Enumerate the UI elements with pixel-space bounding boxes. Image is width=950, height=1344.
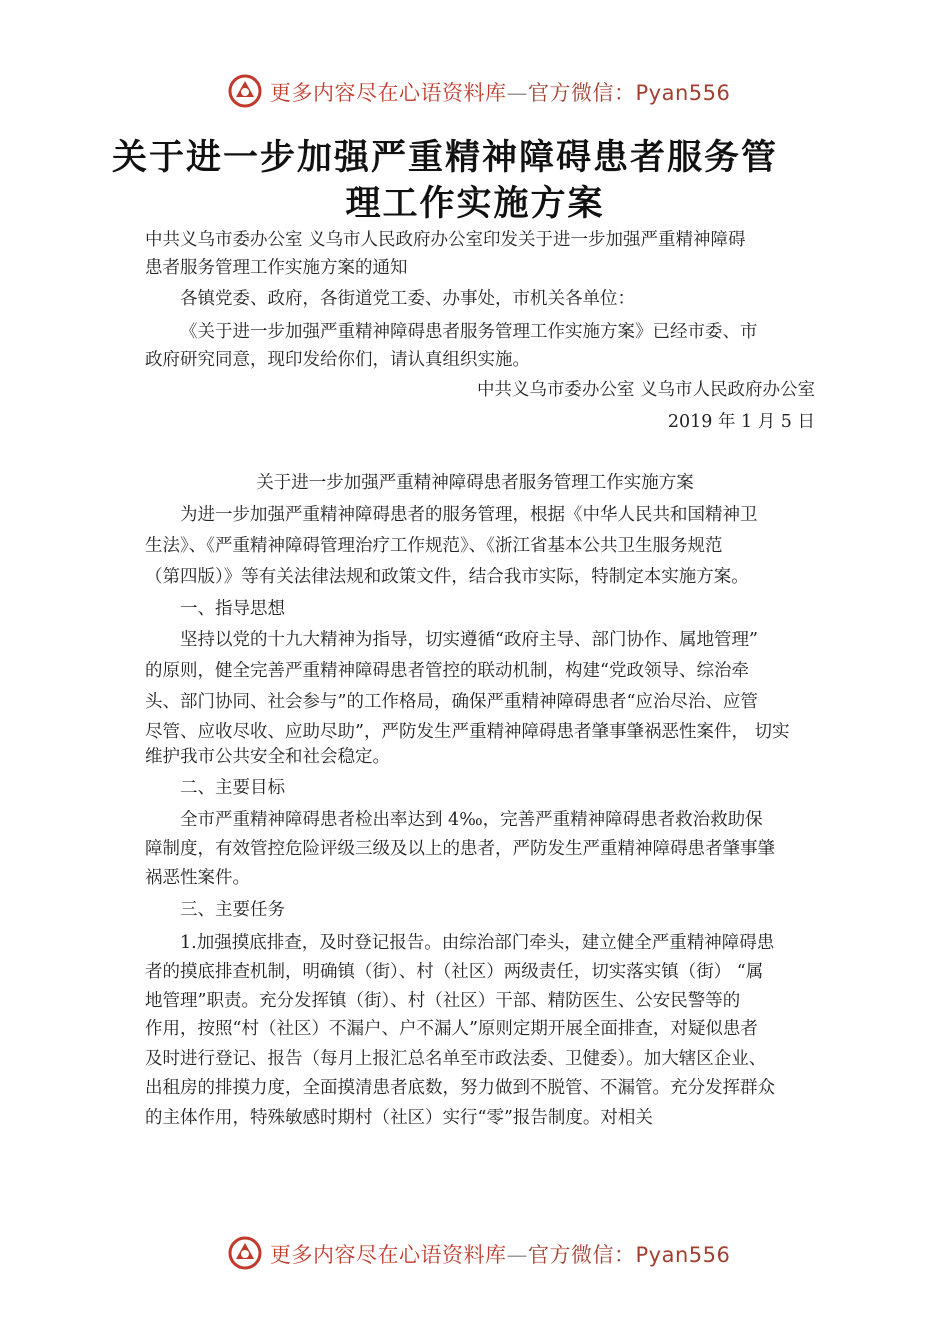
plan-intro-line-1: 为进一步加强严重精神障碍患者的服务管理，根据《中华人民共和国精神卫 — [180, 505, 758, 525]
notice-signature: 中共义乌市委办公室 义乌市人民政府办公室 — [476, 380, 815, 400]
section-2-line-2: 障制度，有效管控危险评级三级及以上的患者，严防发生严重精神障碍患者肇事肇 — [145, 839, 775, 859]
brand-logo-icon — [227, 73, 263, 109]
section-1-title: 一、指导思想 — [180, 599, 285, 619]
section-2-line-1: 全市严重精神障碍患者检出率达到 4‰，完善严重精神障碍患者救治救助保 — [180, 810, 763, 830]
section-3-line-6: 出租房的排摸力度，全面摸清患者底数，努力做到不脱管、不漏管。充分发挥群众 — [145, 1078, 775, 1098]
brand-logo-icon — [227, 1235, 263, 1271]
header-banner — [0, 71, 950, 111]
notice-body-line-2: 政府研究同意，现印发给你们，请认真组织实施。 — [145, 350, 530, 370]
section-3-line-2: 者的摸底排查机制，明确镇（街）、村（社区）两级责任，切实落实镇（街） “属 — [145, 962, 764, 982]
section-1-line-3: 头、部门协同、社会参与”的工作格局，确保严重精神障碍患者“应治尽治、应管 — [145, 692, 758, 712]
plan-intro-line-2: 生法》、《严重精神障碍管理治疗工作规范》、《浙江省基本公共卫生服务规范 — [145, 536, 723, 556]
notice-addressee: 各镇党委、政府，各街道党工委、办事处，市机关各单位： — [180, 289, 635, 309]
notice-title-line-2: 患者服务管理工作实施方案的通知 — [145, 258, 408, 278]
notice-body-line-1: 《关于进一步加强严重精神障碍患者服务管理工作实施方案》已经市委、市 — [180, 322, 758, 342]
section-2-title: 二、主要目标 — [180, 778, 285, 798]
plan-intro-line-3: （第四版）》等有关法律法规和政策文件，结合我市实际，特制定本实施方案。 — [145, 567, 749, 587]
section-3-line-4: 作用，按照“村（社区）不漏户、户不漏人”原则定期开展全面排查，对疑似患者 — [145, 1019, 758, 1039]
section-3-line-1: 1.加强摸底排查，及时登记报告。由综治部门牵头，建立健全严重精神障碍患 — [180, 933, 775, 953]
section-1-line-5: 维护我市公共安全和社会稳定。 — [145, 747, 390, 767]
section-3-line-5: 及时进行登记、报告（每月上报汇总名单至市政法委、卫健委）。加大辖区企业、 — [145, 1049, 767, 1069]
section-1-line-1: 坚持以党的十九大精神为指导，切实遵循“政府主导、部门协作、属地管理” — [180, 630, 758, 650]
footer-banner — [0, 1233, 950, 1273]
banner-text: 更多内容尽在心语资料库—官方微信：Pyan556 — [270, 81, 731, 105]
section-1-line-4: 尽管、应收尽收、应助尽助”，严防发生严重精神障碍患者肇事肇祸恶性案件， 切实 — [145, 722, 790, 742]
document-title-line-2: 理工作实施方案 — [345, 184, 605, 224]
section-3-line-3: 地管理”职责。充分发挥镇（街）、村（社区）干部、精防医生、公安民警等的 — [145, 991, 741, 1011]
notice-title-line-1: 中共义乌市委办公室 义乌市人民政府办公室印发关于进一步加强严重精神障碍 — [145, 230, 746, 250]
plan-heading: 关于进一步加强严重精神障碍患者服务管理工作实施方案 — [256, 473, 694, 493]
section-1-line-2: 的原则，健全完善严重精神障碍患者管控的联动机制，构建“党政领导、综治牵 — [145, 661, 749, 681]
document-title-line-1: 关于进一步加强严重精神障碍患者服务管 — [111, 138, 778, 178]
section-2-line-3: 祸恶性案件。 — [145, 868, 250, 888]
section-3-line-7: 的主体作用，特殊敏感时期村（社区）实行“零”报告制度。对相关 — [145, 1108, 653, 1128]
notice-date: 2019 年 1 月 5 日 — [667, 412, 815, 432]
section-3-title: 三、主要任务 — [180, 900, 285, 920]
banner-text: 更多内容尽在心语资料库—官方微信：Pyan556 — [270, 1243, 731, 1267]
